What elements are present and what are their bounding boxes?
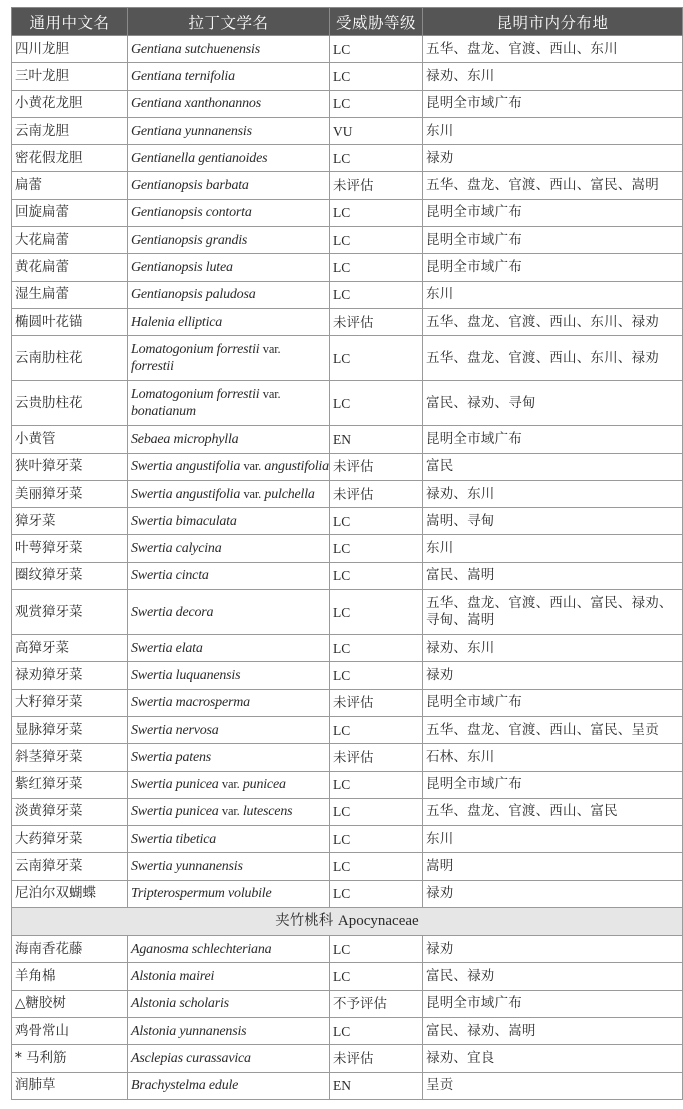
threat-level-cell: LC <box>330 771 423 798</box>
latin-infraspecific: lutescens <box>242 804 293 820</box>
threat-level-cell: LC <box>330 853 423 880</box>
distribution-cell: 富民、禄劝、寻甸 <box>423 381 683 426</box>
chinese-name-cell: 紫红獐牙菜 <box>12 771 128 798</box>
threat-level-cell: LC <box>330 880 423 907</box>
table-row <box>12 254 683 281</box>
table-row <box>12 562 683 589</box>
distribution-cell: 呈贡 <box>423 1072 683 1099</box>
threat-level-cell: 未评估 <box>330 689 423 716</box>
latin-binomial: Lomatogonium forrestii <box>131 387 260 403</box>
table-row <box>12 990 683 1017</box>
threat-level-cell: LC <box>330 662 423 689</box>
threat-level-cell: LC <box>330 798 423 825</box>
distribution-cell: 五华、盘龙、官渡、西山、东川 <box>423 36 683 63</box>
threat-level-cell: LC <box>330 936 423 963</box>
table-row <box>12 426 683 453</box>
latin-name-cell: Swertia tibetica <box>128 826 330 853</box>
latin-infraspecific: bonatianum <box>131 404 196 420</box>
table-row <box>12 826 683 853</box>
threat-level-cell: LC <box>330 826 423 853</box>
distribution-cell: 五华、盘龙、官渡、西山、富民、嵩明 <box>423 172 683 199</box>
table-header-row <box>12 8 683 36</box>
latin-name-cell: Alstonia mairei <box>128 963 330 990</box>
threat-level-cell: VU <box>330 117 423 144</box>
chinese-name-cell: 椭圆叶花锚 <box>12 308 128 335</box>
threat-level-cell: LC <box>330 36 423 63</box>
chinese-name-cell: 小黄花龙胆 <box>12 90 128 117</box>
latin-name-cell: Sebaea microphylla <box>128 426 330 453</box>
threat-level-cell: 未评估 <box>330 453 423 480</box>
table-row <box>12 963 683 990</box>
chinese-name-cell: 润肺草 <box>12 1072 128 1099</box>
table-row <box>12 936 683 963</box>
threat-level-cell: LC <box>330 535 423 562</box>
table-row <box>12 381 683 426</box>
chinese-name-cell: 湿生扁蕾 <box>12 281 128 308</box>
latin-name-cell: Gentiana sutchuenensis <box>128 36 330 63</box>
latin-name-cell: Gentiana ternifolia <box>128 63 330 90</box>
threat-level-cell: 未评估 <box>330 744 423 771</box>
latin-name-cell <box>128 798 330 825</box>
distribution-cell: 五华、盘龙、官渡、西山、富民、禄劝、寻甸、嵩明 <box>423 590 683 635</box>
latin-binomial: Swertia angustifolia <box>131 486 241 502</box>
latin-name-cell: Gentianella gentianoides <box>128 145 330 172</box>
table-row <box>12 90 683 117</box>
threat-level-cell: 不予评估 <box>330 990 423 1017</box>
table-row <box>12 1072 683 1099</box>
latin-name-cell: Swertia patens <box>128 744 330 771</box>
threat-level-cell: LC <box>330 590 423 635</box>
chinese-name-cell: 大花扁蕾 <box>12 227 128 254</box>
latin-name-cell: Halenia elliptica <box>128 308 330 335</box>
threat-level-cell: EN <box>330 1072 423 1099</box>
threat-level-cell: LC <box>330 336 423 381</box>
latin-name-cell: Swertia luquanensis <box>128 662 330 689</box>
distribution-cell: 禄劝、宜良 <box>423 1045 683 1072</box>
distribution-cell: 富民、禄劝、嵩明 <box>423 1017 683 1044</box>
latin-rank: var. <box>221 804 240 819</box>
distribution-cell: 富民、嵩明 <box>423 562 683 589</box>
latin-name-cell <box>128 381 330 426</box>
header-chinese-name: 通用中文名 <box>12 8 128 36</box>
distribution-cell: 石林、东川 <box>423 744 683 771</box>
chinese-name-cell: 狭叶獐牙菜 <box>12 453 128 480</box>
latin-name-cell: Asclepias curassavica <box>128 1045 330 1072</box>
table-row <box>12 336 683 381</box>
distribution-cell: 五华、盘龙、官渡、西山、富民 <box>423 798 683 825</box>
distribution-cell: 昆明全市域广布 <box>423 426 683 453</box>
distribution-cell: 昆明全市域广布 <box>423 90 683 117</box>
chinese-name-cell: 四川龙胆 <box>12 36 128 63</box>
latin-name-cell: Swertia bimaculata <box>128 508 330 535</box>
latin-name-cell: Swertia calycina <box>128 535 330 562</box>
distribution-cell: 东川 <box>423 117 683 144</box>
distribution-cell: 禄劝、东川 <box>423 635 683 662</box>
distribution-cell: 东川 <box>423 281 683 308</box>
distribution-cell: 禄劝 <box>423 145 683 172</box>
distribution-cell: 富民、禄劝 <box>423 963 683 990</box>
chinese-name-cell: 扁蕾 <box>12 172 128 199</box>
chinese-name-cell: 大药獐牙菜 <box>12 826 128 853</box>
table-row <box>12 1045 683 1072</box>
latin-binomial: Swertia angustifolia <box>131 459 241 475</box>
distribution-cell: 昆明全市域广布 <box>423 689 683 716</box>
latin-name-cell <box>128 453 330 480</box>
family-latin-name: Apocynaceae <box>337 913 419 930</box>
table-row <box>12 798 683 825</box>
chinese-name-cell: 獐牙菜 <box>12 508 128 535</box>
latin-infraspecific: pulchella <box>264 486 315 502</box>
threat-level-cell: LC <box>330 635 423 662</box>
distribution-cell: 昆明全市域广布 <box>423 990 683 1017</box>
chinese-name-cell: 海南香花藤 <box>12 936 128 963</box>
latin-name-cell: Tripterospermum volubile <box>128 880 330 907</box>
table-row <box>12 227 683 254</box>
latin-name-cell: Gentianopsis contorta <box>128 199 330 226</box>
table-row <box>12 716 683 743</box>
latin-name-cell: Aganosma schlechteriana <box>128 936 330 963</box>
threat-level-cell: LC <box>330 281 423 308</box>
header-latin-name: 拉丁文学名 <box>128 8 330 36</box>
latin-infraspecific: angustifolia <box>264 459 329 475</box>
distribution-cell: 禄劝、东川 <box>423 63 683 90</box>
latin-name-cell: Gentianopsis paludosa <box>128 281 330 308</box>
latin-rank: var. <box>243 459 262 474</box>
table-row <box>12 635 683 662</box>
table-row <box>12 590 683 635</box>
latin-name-cell <box>128 480 330 507</box>
chinese-name-cell: 羊角棉 <box>12 963 128 990</box>
latin-name-cell: Gentianopsis grandis <box>128 227 330 254</box>
threat-level-cell: 未评估 <box>330 1045 423 1072</box>
table-row <box>12 1017 683 1044</box>
table-row <box>12 453 683 480</box>
threat-level-cell: LC <box>330 145 423 172</box>
threat-level-cell: 未评估 <box>330 172 423 199</box>
threat-level-cell: LC <box>330 508 423 535</box>
latin-binomial: Swertia punicea <box>131 804 219 820</box>
chinese-name-cell: 显脉獐牙菜 <box>12 716 128 743</box>
latin-rank: var. <box>262 342 281 357</box>
chinese-name-cell: △糖胶树 <box>12 990 128 1017</box>
table-row <box>12 63 683 90</box>
chinese-name-cell: 叶萼獐牙菜 <box>12 535 128 562</box>
table-row <box>12 662 683 689</box>
latin-name-cell: Swertia yunnanensis <box>128 853 330 880</box>
latin-name-cell: Swertia decora <box>128 590 330 635</box>
latin-rank: var. <box>243 486 262 501</box>
threat-level-cell: LC <box>330 227 423 254</box>
threat-level-cell: LC <box>330 963 423 990</box>
table-row <box>12 853 683 880</box>
distribution-cell: 昆明全市域广布 <box>423 254 683 281</box>
chinese-name-cell: 淡黄獐牙菜 <box>12 798 128 825</box>
chinese-name-cell: 美丽獐牙菜 <box>12 480 128 507</box>
family-chinese-name: 夹竹桃科 <box>275 913 334 930</box>
family-section-header <box>12 908 683 936</box>
latin-name-cell: Alstonia scholaris <box>128 990 330 1017</box>
latin-infraspecific: forrestii <box>131 359 174 375</box>
latin-rank: var. <box>221 777 240 792</box>
threat-level-cell: LC <box>330 716 423 743</box>
table-body <box>12 36 683 1100</box>
chinese-name-cell: 禄劝獐牙菜 <box>12 662 128 689</box>
species-table <box>11 7 683 1100</box>
chinese-name-cell: 三叶龙胆 <box>12 63 128 90</box>
chinese-name-cell: 鸡骨常山 <box>12 1017 128 1044</box>
table-row <box>12 744 683 771</box>
chinese-name-cell: 云南獐牙菜 <box>12 853 128 880</box>
distribution-cell: 禄劝 <box>423 662 683 689</box>
threat-level-cell: EN <box>330 426 423 453</box>
table-row <box>12 771 683 798</box>
table-row <box>12 36 683 63</box>
latin-name-cell <box>128 771 330 798</box>
chinese-name-cell: 小黄管 <box>12 426 128 453</box>
table-row <box>12 117 683 144</box>
threat-level-cell: LC <box>330 63 423 90</box>
latin-name-cell: Swertia cincta <box>128 562 330 589</box>
distribution-cell: 五华、盘龙、官渡、西山、富民、呈贡 <box>423 716 683 743</box>
chinese-name-cell: 黄花扁蕾 <box>12 254 128 281</box>
chinese-name-cell: 观赏獐牙菜 <box>12 590 128 635</box>
distribution-cell: 嵩明、寻甸 <box>423 508 683 535</box>
threat-level-cell: 未评估 <box>330 480 423 507</box>
latin-name-cell: Gentianopsis barbata <box>128 172 330 199</box>
header-threat-level: 受威胁等级 <box>330 8 423 36</box>
chinese-name-cell: 云南肋柱花 <box>12 336 128 381</box>
chinese-name-cell: 密花假龙胆 <box>12 145 128 172</box>
distribution-cell: 禄劝 <box>423 936 683 963</box>
table-row <box>12 172 683 199</box>
table-row <box>12 535 683 562</box>
chinese-name-cell: 尼泊尔双蝴蝶 <box>12 880 128 907</box>
header-distribution: 昆明市内分布地 <box>423 8 683 36</box>
latin-name-cell: Swertia macrosperma <box>128 689 330 716</box>
threat-level-cell: LC <box>330 199 423 226</box>
threat-level-cell: LC <box>330 90 423 117</box>
chinese-name-cell: 回旋扁蕾 <box>12 199 128 226</box>
distribution-cell: 昆明全市域广布 <box>423 199 683 226</box>
table-row <box>12 308 683 335</box>
threat-level-cell: LC <box>330 1017 423 1044</box>
distribution-cell: 嵩明 <box>423 853 683 880</box>
latin-binomial: Swertia punicea <box>131 777 219 793</box>
chinese-name-cell: 大籽獐牙菜 <box>12 689 128 716</box>
latin-binomial: Lomatogonium forrestii <box>131 342 260 358</box>
distribution-cell: 东川 <box>423 826 683 853</box>
chinese-name-cell: 云南龙胆 <box>12 117 128 144</box>
threat-level-cell: LC <box>330 254 423 281</box>
table-row <box>12 880 683 907</box>
distribution-cell: 禄劝、东川 <box>423 480 683 507</box>
latin-name-cell: Swertia elata <box>128 635 330 662</box>
threat-level-cell: LC <box>330 562 423 589</box>
distribution-cell: 五华、盘龙、官渡、西山、东川、禄劝 <box>423 336 683 381</box>
chinese-name-cell: * 马利筋 <box>12 1045 128 1072</box>
latin-name-cell: Brachystelma edule <box>128 1072 330 1099</box>
table-row <box>12 199 683 226</box>
chinese-name-cell: 圈纹獐牙菜 <box>12 562 128 589</box>
distribution-cell: 昆明全市域广布 <box>423 227 683 254</box>
table-row <box>12 508 683 535</box>
latin-name-cell: Gentianopsis lutea <box>128 254 330 281</box>
latin-infraspecific: punicea <box>242 777 286 793</box>
species-table-container <box>11 7 682 1100</box>
family-section-row <box>12 908 683 936</box>
threat-level-cell: LC <box>330 381 423 426</box>
distribution-cell: 东川 <box>423 535 683 562</box>
table-row <box>12 145 683 172</box>
latin-name-cell: Swertia nervosa <box>128 716 330 743</box>
table-row <box>12 281 683 308</box>
latin-name-cell: Gentiana yunnanensis <box>128 117 330 144</box>
latin-rank: var. <box>262 387 281 402</box>
threat-level-cell: 未评估 <box>330 308 423 335</box>
latin-name-cell: Gentiana xanthonannos <box>128 90 330 117</box>
distribution-cell: 禄劝 <box>423 880 683 907</box>
latin-name-cell <box>128 336 330 381</box>
chinese-name-cell: 斜茎獐牙菜 <box>12 744 128 771</box>
table-row <box>12 689 683 716</box>
chinese-name-cell: 高獐牙菜 <box>12 635 128 662</box>
distribution-cell: 富民 <box>423 453 683 480</box>
latin-name-cell: Alstonia yunnanensis <box>128 1017 330 1044</box>
chinese-name-cell: 云贵肋柱花 <box>12 381 128 426</box>
distribution-cell: 昆明全市域广布 <box>423 771 683 798</box>
table-row <box>12 480 683 507</box>
distribution-cell: 五华、盘龙、官渡、西山、东川、禄劝 <box>423 308 683 335</box>
